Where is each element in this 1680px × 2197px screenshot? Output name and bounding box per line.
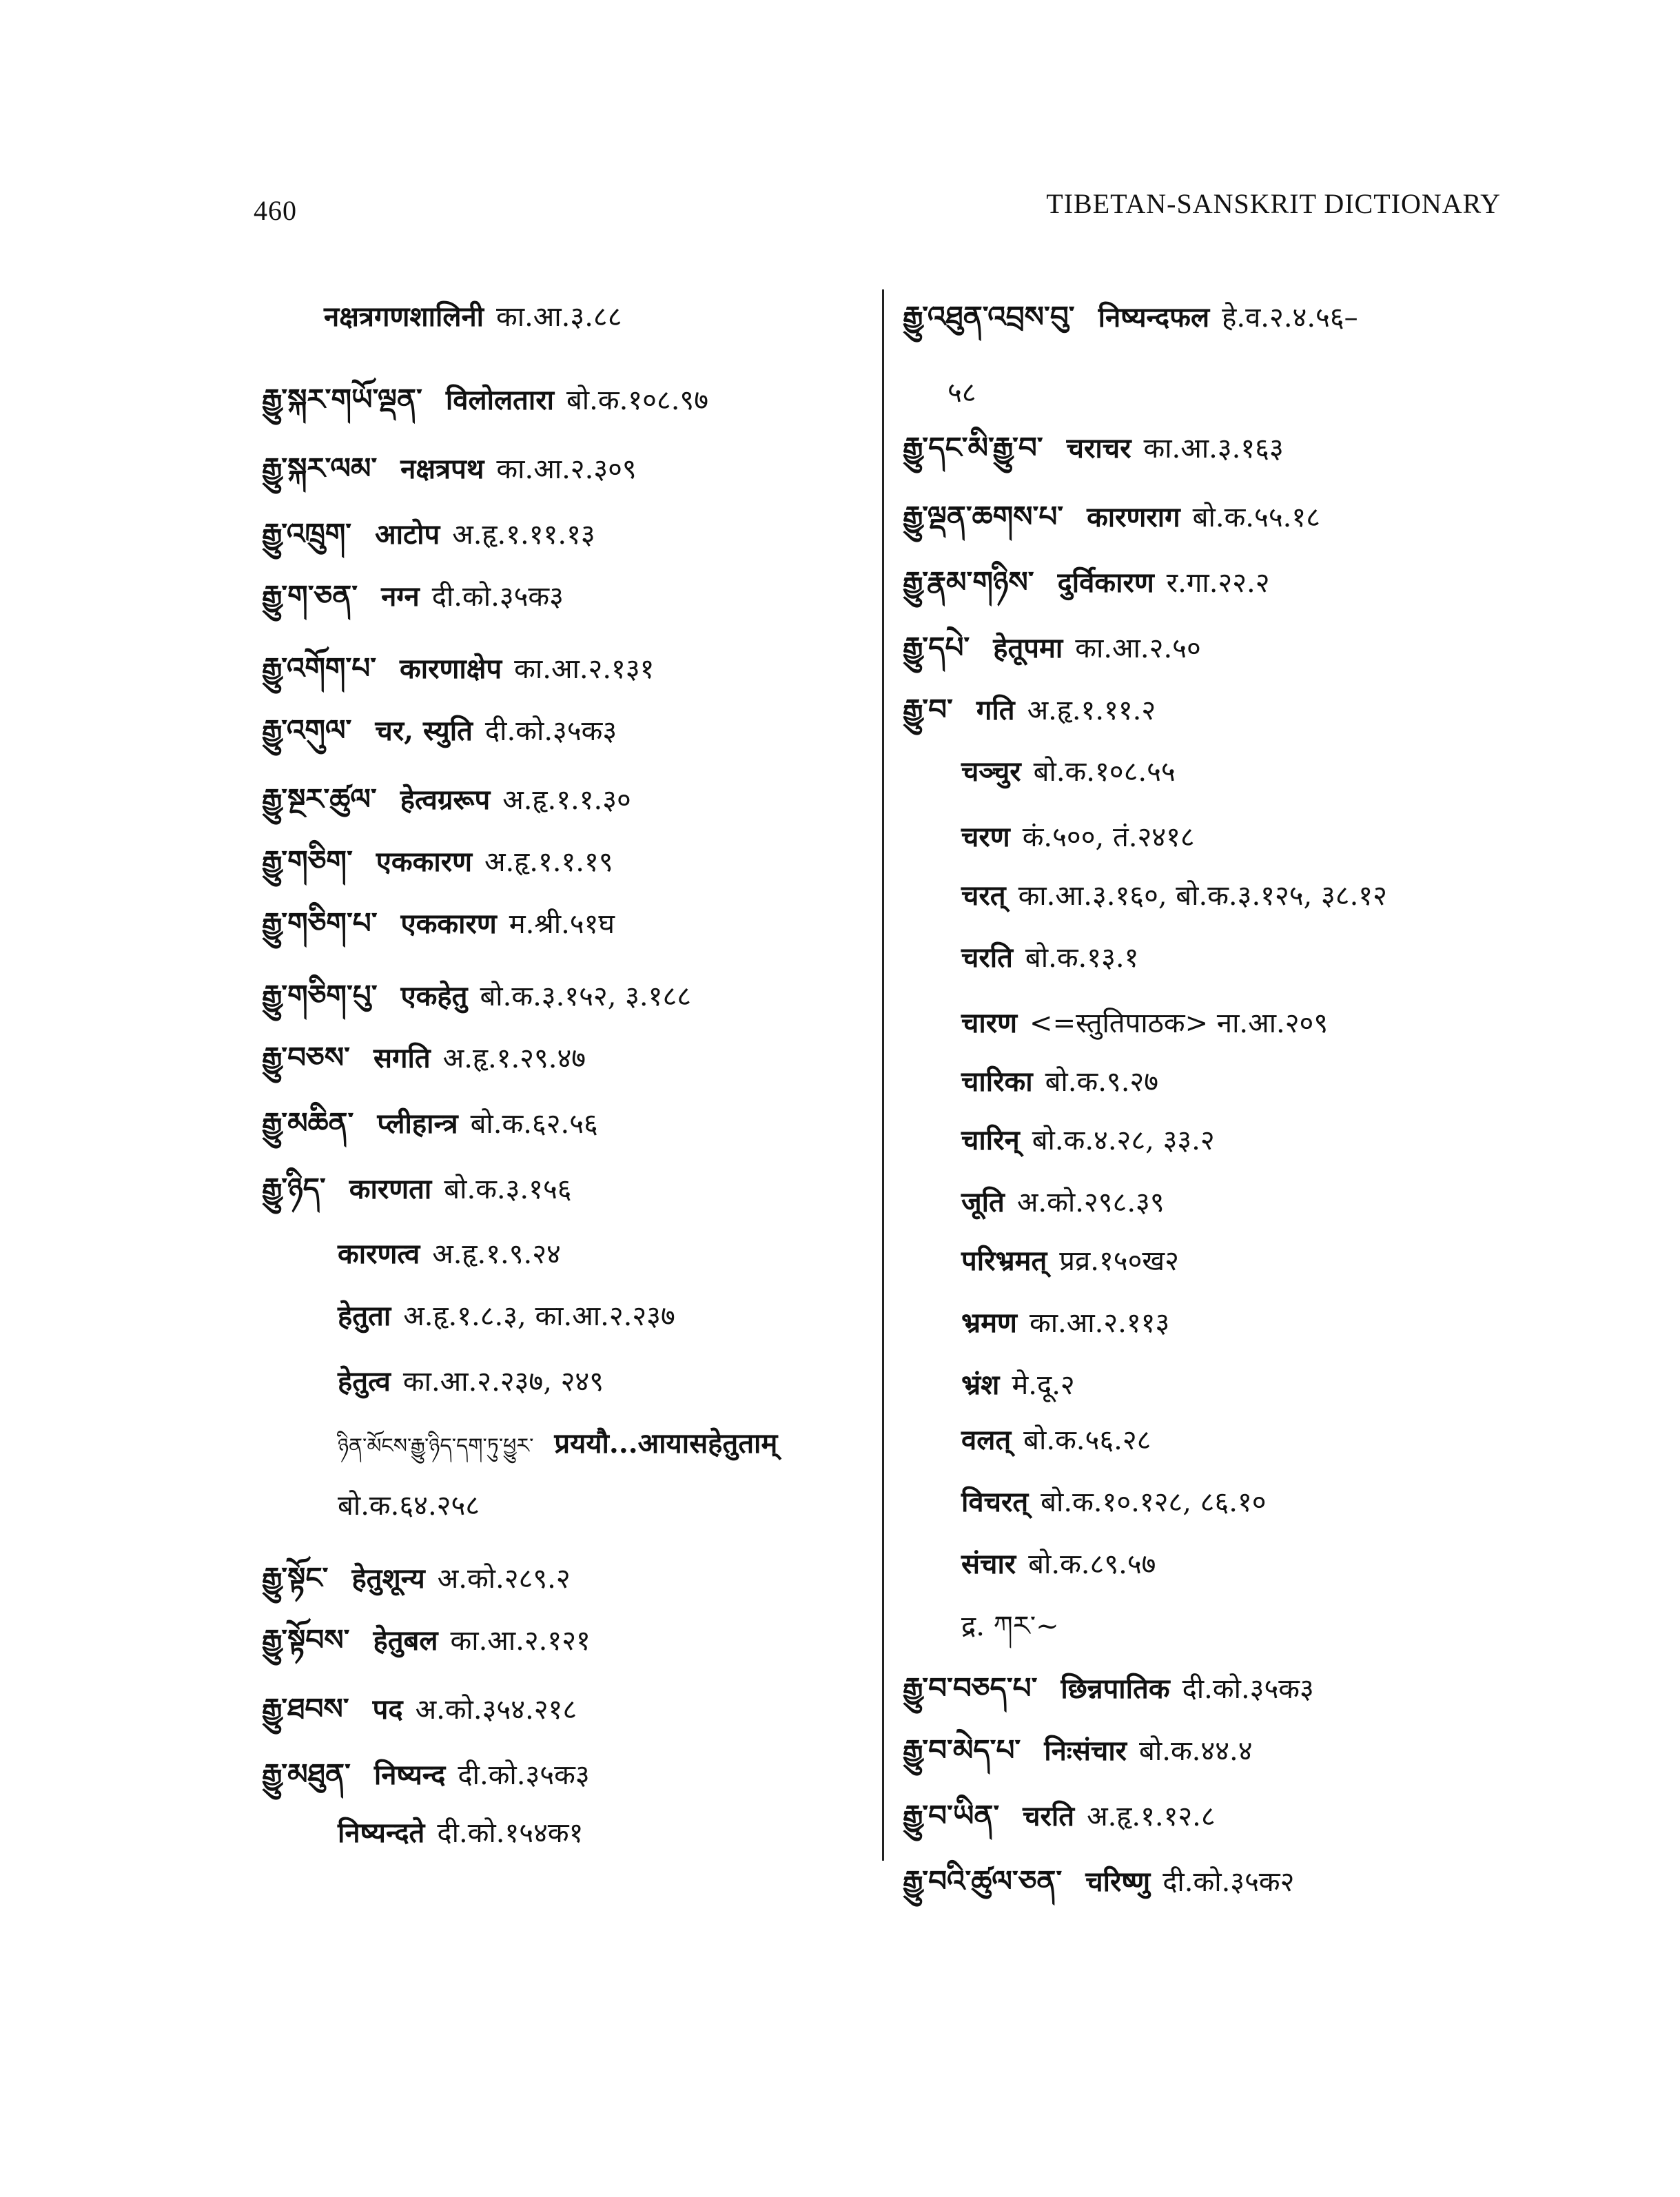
right-entry bbox=[903, 1668, 1314, 1710]
sanskrit-equivalent: चर, स्युति bbox=[375, 715, 473, 747]
tibetan-headword: རྒྱུ་སྔར་ཚུལ་ bbox=[262, 782, 377, 816]
left-entry bbox=[262, 513, 595, 555]
sanskrit-equivalent: एककारण bbox=[400, 908, 497, 940]
sanskrit-equivalent: दुर्विकारण bbox=[1057, 566, 1154, 599]
sanskrit-equivalent: सगति bbox=[373, 1042, 431, 1074]
left-entry bbox=[262, 1103, 598, 1145]
source-reference: बो.क.५६.२८ bbox=[1023, 1424, 1151, 1456]
sanskrit-equivalent: नक्षत्रगणशालिनी bbox=[324, 300, 484, 333]
tibetan-headword: རྒྱུ་བ་ bbox=[903, 693, 953, 726]
right-entry bbox=[961, 875, 1387, 917]
left-entry bbox=[262, 1619, 591, 1662]
source-reference: दी.को.३५क३ bbox=[484, 715, 617, 747]
page-number: 460 bbox=[254, 195, 297, 226]
sanskrit-equivalent: विचरत् bbox=[961, 1486, 1029, 1518]
left-entry bbox=[338, 1361, 604, 1402]
sanskrit-equivalent: प्रययौ...आयासहेतुताम् bbox=[554, 1427, 778, 1460]
source-reference: प्रव्र.१५०ख२ bbox=[1059, 1245, 1179, 1277]
right-entry bbox=[961, 1365, 1075, 1406]
source-reference: र.गा.२२.२ bbox=[1166, 567, 1270, 599]
right-entry bbox=[961, 937, 1138, 979]
running-head: TIBETAN-SANSKRIT DICTIONARY bbox=[1046, 188, 1501, 219]
left-entry bbox=[262, 448, 637, 490]
tibetan-headword: རྒྱུ་འགུལ་ bbox=[262, 713, 352, 747]
sanskrit-equivalent: हेतूपमा bbox=[993, 632, 1063, 664]
source-reference: अ.हृ.१.११.२ bbox=[1027, 695, 1156, 726]
source-reference: <=स्तुतिपाठक> ना.आ.२०९ bbox=[1029, 1008, 1329, 1039]
sanskrit-equivalent: जूति bbox=[961, 1186, 1005, 1218]
source-reference: अ.हृ.१.११.१३ bbox=[452, 519, 595, 551]
left-entry bbox=[262, 1754, 590, 1796]
sanskrit-equivalent: नग्न bbox=[381, 580, 420, 613]
tibetan-headword: རྒྱུ་དཔེ་ bbox=[903, 631, 970, 664]
source-reference: ५८ bbox=[947, 377, 976, 409]
tibetan-headword: རྒྱུ་རྣམ་གཉིས་ bbox=[903, 565, 1034, 599]
source-reference: कं.५००, तं.२४१८ bbox=[1022, 821, 1195, 853]
source-reference: बो.क.९.२७ bbox=[1045, 1066, 1159, 1098]
tibetan-headword: རྒྱུ་བ་མེད་པ་ bbox=[903, 1733, 1021, 1767]
source-reference: बो.क.१३.१ bbox=[1025, 942, 1139, 974]
sanskrit-equivalent: हेत्वग्ररूप bbox=[400, 784, 491, 816]
tibetan-headword: རྒྱུ་འཐུན་འབྲས་བུ་ bbox=[903, 300, 1075, 334]
left-entry bbox=[262, 575, 564, 617]
sanskrit-equivalent: चारिका bbox=[961, 1065, 1033, 1098]
right-entry bbox=[961, 817, 1195, 858]
right-entry bbox=[961, 1482, 1267, 1523]
left-entry bbox=[338, 1812, 583, 1854]
source-reference: का.आ.२.११३ bbox=[1029, 1307, 1170, 1339]
left-entry bbox=[262, 379, 708, 421]
sanskrit-equivalent: निष्यन्द bbox=[373, 1759, 446, 1791]
right-entry bbox=[903, 1795, 1216, 1837]
sanskrit-equivalent: निष्यन्दते bbox=[338, 1817, 425, 1849]
tibetan-headword: རྒྱུ་གཅིག་པུ་ bbox=[262, 979, 378, 1012]
right-entry bbox=[903, 627, 1201, 669]
sanskrit-equivalent: भ्रमण bbox=[961, 1307, 1017, 1339]
source-reference: अ.हृ.१.२९.४७ bbox=[442, 1043, 586, 1074]
tibetan-headword: རྒྱུ་ག་ཅན་ bbox=[262, 579, 358, 613]
right-entry bbox=[903, 1730, 1253, 1772]
right-entry bbox=[903, 689, 1156, 731]
tibetan-headword: རྒྱུ་བ་ཡིན་ bbox=[903, 1799, 1000, 1832]
source-reference: अ.हृ.१.८.३, का.आ.२.२३७ bbox=[403, 1300, 675, 1332]
left-entry bbox=[262, 903, 615, 945]
sanskrit-equivalent: निःसंचार bbox=[1044, 1735, 1127, 1767]
right-entry bbox=[961, 1606, 1059, 1647]
left-entry bbox=[338, 1485, 480, 1526]
sanskrit-equivalent: कारणता bbox=[349, 1173, 432, 1205]
tibetan-headword: རྒྱུ་ལྡན་ཆགས་པ་ bbox=[903, 500, 1064, 533]
sanskrit-equivalent: कारणाक्षेप bbox=[400, 653, 502, 685]
left-entry bbox=[262, 710, 617, 752]
source-reference: दी.को.१५४क१ bbox=[437, 1817, 584, 1849]
sanskrit-equivalent: प्लीहान्त्र bbox=[377, 1107, 458, 1140]
sanskrit-equivalent: चरिष्णु bbox=[1085, 1866, 1151, 1898]
tibetan-headword: རྒྱུ་མཐུན་ bbox=[262, 1757, 351, 1791]
sanskrit-equivalent: चरति bbox=[961, 941, 1013, 974]
left-entry bbox=[262, 841, 613, 883]
sanskrit-equivalent: वलत् bbox=[961, 1424, 1012, 1456]
source-reference: अ.को.२९८.३९ bbox=[1016, 1187, 1165, 1218]
left-entry bbox=[262, 1037, 586, 1079]
left-entry bbox=[262, 779, 631, 821]
sanskrit-equivalent: चरत् bbox=[961, 879, 1006, 912]
sanskrit-equivalent: चरण bbox=[961, 821, 1010, 853]
tibetan-headword: རྒྱུ་གཅིག་པ་ bbox=[262, 906, 378, 940]
source-reference: का.आ.२.१३१ bbox=[514, 653, 655, 685]
sanskrit-equivalent: चरति bbox=[1023, 1800, 1075, 1832]
right-entry bbox=[961, 1420, 1151, 1461]
source-reference: अ.हृ.१.१२.८ bbox=[1087, 1801, 1216, 1832]
tibetan-headword: རྒྱུ་འཁྲུག་ bbox=[262, 517, 352, 551]
sanskrit-equivalent: संचार bbox=[961, 1548, 1016, 1580]
right-entry bbox=[961, 1061, 1158, 1103]
source-reference: बो.क.६२.५६ bbox=[470, 1108, 598, 1140]
right-entry bbox=[961, 1003, 1328, 1044]
tibetan-headword: རྒྱུ་གཅིག་ bbox=[262, 844, 353, 878]
right-entry bbox=[961, 1544, 1156, 1585]
tibetan-headword: རྒྱུ་མཆིན་ bbox=[262, 1106, 354, 1140]
source-reference: अ.को.३५४.२१८ bbox=[415, 1694, 577, 1726]
source-reference: का.आ.२.५० bbox=[1075, 633, 1201, 664]
sanskrit-equivalent: निष्यन्दफल bbox=[1098, 301, 1210, 334]
right-entry bbox=[961, 1302, 1169, 1344]
source-reference: बो.क.३.१५६ bbox=[444, 1174, 572, 1205]
sanskrit-equivalent: भ्रंश bbox=[961, 1369, 1000, 1401]
source-reference: का.आ.३.१६३ bbox=[1143, 433, 1284, 464]
left-entry bbox=[262, 1688, 577, 1730]
right-entry bbox=[903, 427, 1284, 469]
tibetan-headword: རྒྱུ་བ་བཅད་པ་ bbox=[903, 1671, 1038, 1705]
tibetan-headword: རྒྱུ་འགོག་པ་ bbox=[262, 651, 377, 685]
source-reference: दी.को.३५क३ bbox=[458, 1759, 590, 1791]
source-reference: अ.को.२८९.२ bbox=[437, 1563, 571, 1595]
right-entry bbox=[903, 562, 1270, 604]
left-entry bbox=[262, 1557, 571, 1600]
source-reference: बो.क.१०८.९७ bbox=[566, 385, 709, 416]
tibetan-headword: རྒྱུ་ཐབས་ bbox=[262, 1692, 349, 1726]
source-reference: दी.को.३५क२ bbox=[1162, 1866, 1295, 1898]
source-reference: म.श्री.५१घ bbox=[509, 908, 615, 940]
sanskrit-equivalent: छिन्नपातिक bbox=[1061, 1673, 1170, 1705]
source-reference: का.आ.२.२३७, २४९ bbox=[402, 1366, 604, 1398]
tibetan-headword: རྒྱུ་བའི་ཚུལ་ཅན་ bbox=[903, 1864, 1063, 1898]
right-entry bbox=[961, 751, 1176, 793]
left-entry bbox=[338, 1423, 790, 1467]
source-reference: का.आ.३.८८ bbox=[496, 301, 622, 333]
sanskrit-equivalent: चञ्चुर bbox=[961, 755, 1021, 788]
left-entry bbox=[262, 648, 654, 690]
tibetan-headword: རྒྱུ་བཅས་ bbox=[262, 1041, 350, 1074]
sanskrit-equivalent: पद bbox=[372, 1693, 403, 1726]
source-reference: मे.दू.२ bbox=[1012, 1369, 1075, 1401]
source-reference: बो.क.६४.२५८ bbox=[338, 1490, 480, 1522]
source-reference: बो.क.१०८.५५ bbox=[1033, 756, 1176, 788]
tibetan-headword: རྒྱུ་སྐར་ལམ་ bbox=[262, 451, 378, 485]
left-entry bbox=[338, 1296, 675, 1337]
sanskrit-equivalent: हेतुत्व bbox=[338, 1365, 391, 1398]
left-entry bbox=[262, 1168, 572, 1210]
right-entry bbox=[961, 1182, 1165, 1223]
left-entry bbox=[262, 975, 691, 1017]
right-entry bbox=[947, 372, 976, 413]
source-reference: का.आ.२.३०९ bbox=[496, 453, 637, 485]
sanskrit-equivalent: नक्षत्रपथ bbox=[400, 453, 484, 485]
source-reference: अ.हृ.१.१.३० bbox=[502, 784, 631, 816]
sanskrit-equivalent: हेतुशून्य bbox=[351, 1562, 425, 1595]
source-reference: बो.क.८९.५७ bbox=[1028, 1549, 1156, 1580]
sanskrit-equivalent: चराचर bbox=[1066, 432, 1131, 464]
tibetan-phrase: ཉིན་མོངས་རྒྱུ་ཉིད་དག་ཏུ་ཕྱུར་ bbox=[338, 1434, 534, 1458]
tibetan-headword: རྒྱུ་སྟོང་ bbox=[262, 1561, 329, 1595]
right-entry bbox=[903, 1861, 1294, 1903]
sanskrit-equivalent: एकहेतु bbox=[400, 980, 468, 1012]
sanskrit-equivalent: परिभ्रमत् bbox=[961, 1245, 1047, 1277]
left-entry bbox=[324, 296, 622, 338]
source-reference: अ.हृ.१.१.१९ bbox=[484, 846, 613, 878]
source-reference: हे.व.२.४.५६– bbox=[1222, 302, 1358, 334]
sanskrit-equivalent: हेतुता bbox=[338, 1300, 391, 1332]
tibetan-headword: རྒྱུ་སྟོབས་ bbox=[262, 1623, 350, 1657]
source-reference: बो.क.१०.१२८, ८६.१० bbox=[1041, 1486, 1267, 1518]
tibetan-headword: རྒྱུ་དང་མི་རྒྱུ་བ་ bbox=[903, 431, 1043, 464]
tibetan-headword: རྒྱུ་ཉིད་ bbox=[262, 1172, 326, 1205]
source-reference: दी.को.३५क३ bbox=[1182, 1673, 1314, 1705]
sanskrit-equivalent: आटोप bbox=[375, 518, 440, 551]
sanskrit-equivalent: कारणराग bbox=[1087, 501, 1180, 533]
right-entry bbox=[903, 496, 1320, 538]
right-entry bbox=[961, 1120, 1215, 1161]
right-entry bbox=[903, 296, 1358, 338]
source-reference: दी.को.३५क३ bbox=[431, 581, 564, 613]
source-reference: द्र. ཀར་~ bbox=[961, 1611, 1059, 1642]
sanskrit-equivalent: एककारण bbox=[376, 846, 472, 878]
tibetan-headword: རྒྱུ་སྐར་གཡོ་ལྡན་ bbox=[262, 382, 422, 416]
left-entry bbox=[338, 1234, 561, 1275]
sanskrit-equivalent: चारण bbox=[961, 1007, 1018, 1039]
column-divider bbox=[882, 289, 884, 1861]
source-reference: बो.क.३.१५२, ३.१८८ bbox=[480, 981, 692, 1012]
sanskrit-equivalent: विलोलतारा bbox=[445, 384, 554, 416]
source-reference: बो.क.४४.४ bbox=[1139, 1735, 1253, 1767]
sanskrit-equivalent: गति bbox=[976, 694, 1015, 726]
sanskrit-equivalent: हेतुबल bbox=[373, 1624, 438, 1657]
right-entry bbox=[961, 1240, 1179, 1282]
source-reference: बो.क.५५.१८ bbox=[1192, 502, 1320, 533]
source-reference: अ.हृ.१.९.२४ bbox=[432, 1238, 561, 1270]
sanskrit-equivalent: कारणत्व bbox=[338, 1238, 420, 1270]
source-reference: का.आ.२.१२१ bbox=[450, 1625, 591, 1657]
source-reference: का.आ.३.१६०, बो.क.३.१२५, ३८.१२ bbox=[1018, 880, 1387, 912]
source-reference: बो.क.४.२८, ३३.२ bbox=[1032, 1125, 1215, 1156]
sanskrit-equivalent: चारिन् bbox=[961, 1124, 1020, 1156]
